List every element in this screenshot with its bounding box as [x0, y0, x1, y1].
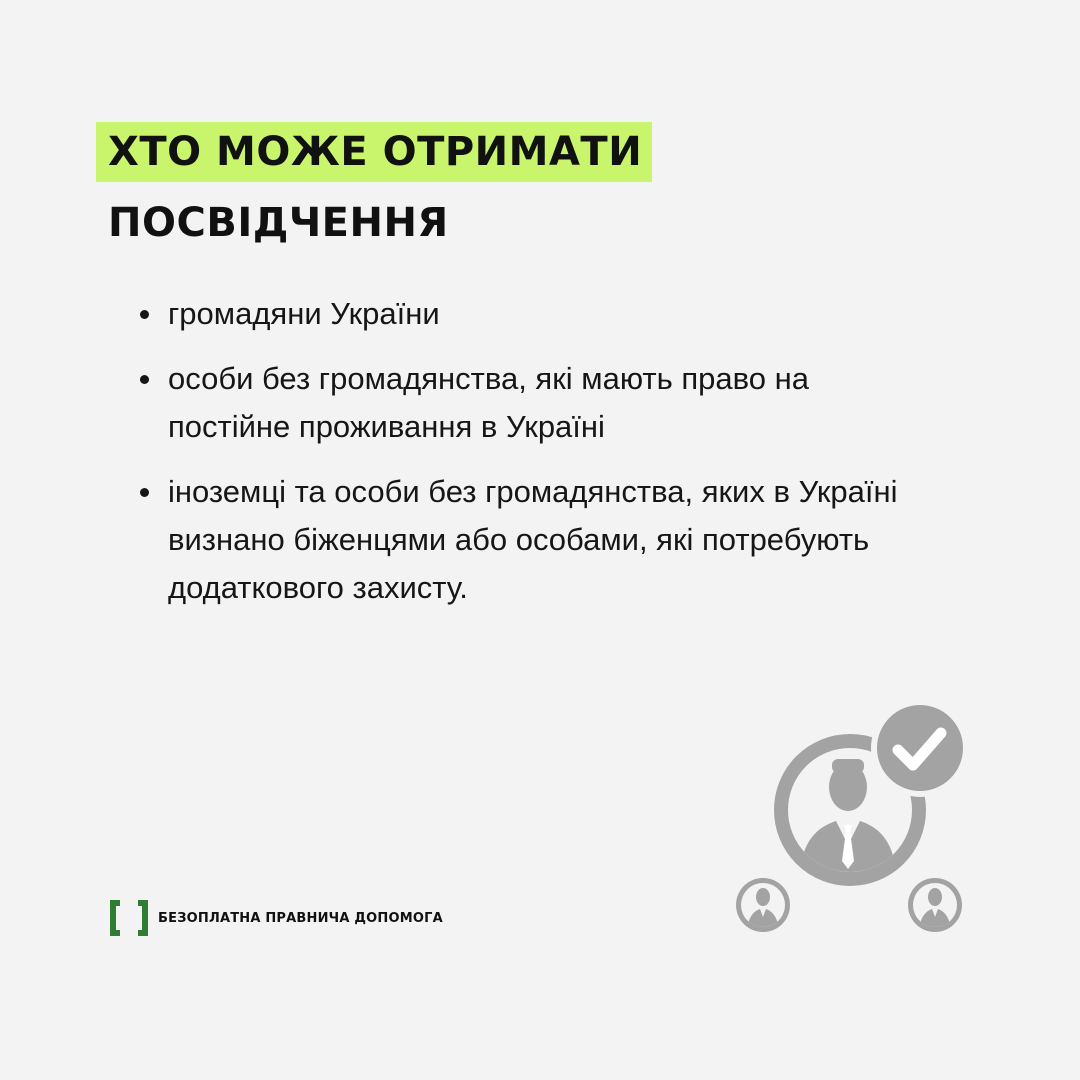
person-approved-icon [720, 695, 990, 955]
list-item [138, 468, 918, 612]
eligibility-list [138, 290, 918, 629]
list-item-text: особи без громадянства, які мають право на постійне проживання в Україні [168, 361, 809, 444]
logo [108, 898, 443, 938]
title-line-1: ХТО МОЖЕ ОТРИМАТИ [96, 122, 652, 182]
list-item [138, 355, 918, 451]
bullet-icon [140, 375, 149, 384]
title-line-2: ПОСВІДЧЕННЯ [108, 200, 449, 246]
bullet-icon [140, 310, 149, 319]
list-item-text: громадяни України [168, 296, 440, 331]
logo-text: БЕЗОПЛАТНА ПРАВНИЧА ДОПОМОГА [158, 910, 443, 926]
page-title [96, 122, 652, 253]
brackets-logo-icon [108, 898, 150, 938]
bullet-icon [140, 488, 149, 497]
list-item [138, 290, 918, 338]
small-person-left-icon [736, 878, 790, 932]
small-person-right-icon [908, 878, 962, 932]
list-item-text: іноземці та особи без громадянства, яких в Україні визнано біженцями або особами, які потребують додаткового захисту. [168, 474, 898, 605]
check-badge-icon [874, 702, 966, 794]
